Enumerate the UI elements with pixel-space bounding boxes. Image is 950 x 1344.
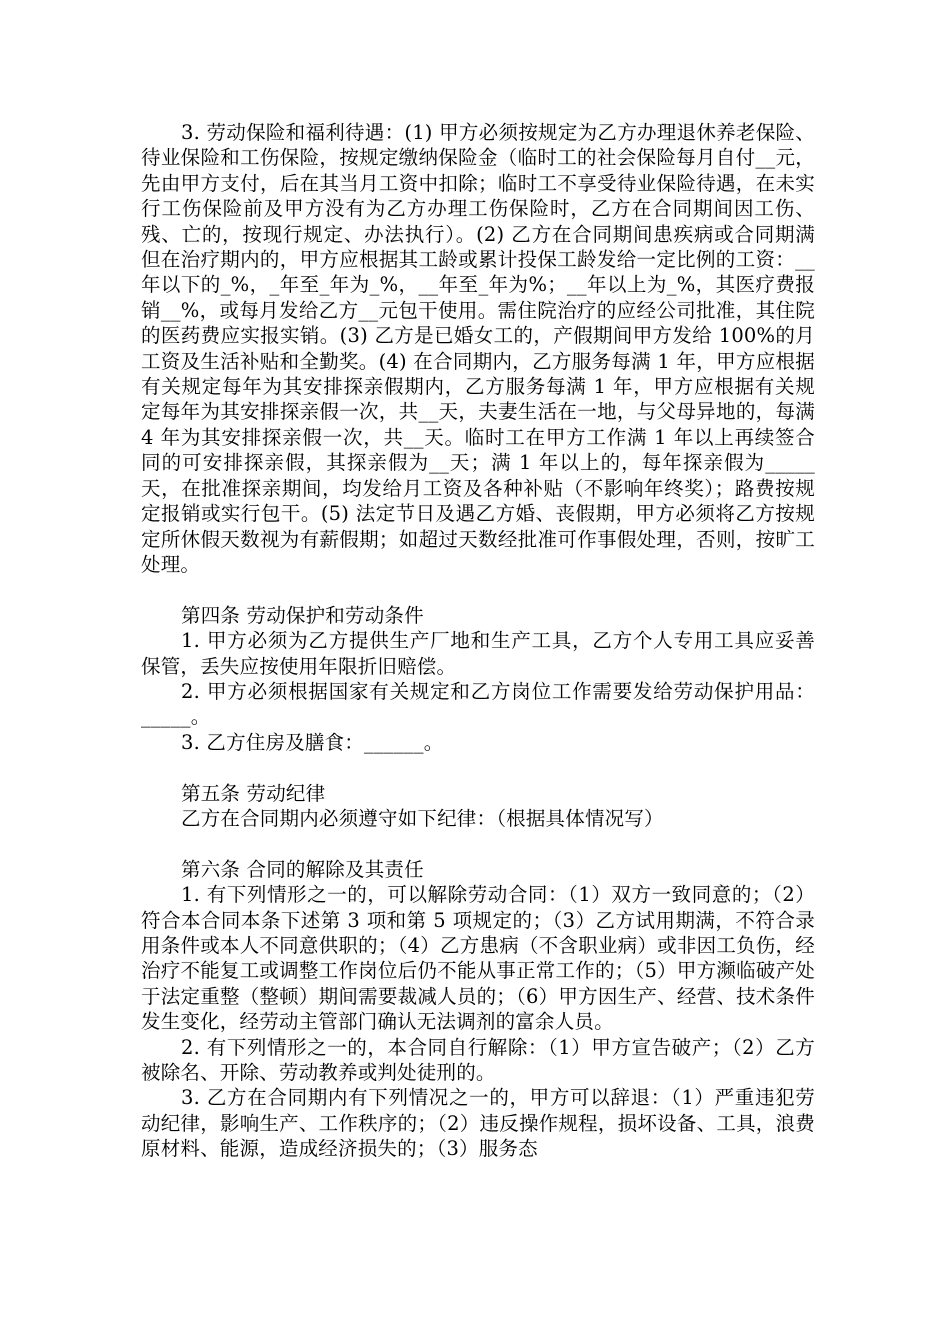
article-6-heading: 第六条 合同的解除及其责任 xyxy=(181,857,424,881)
article-4-item-2: 2. 甲方必须根据国家有关规定和乙方岗位工作需要发给劳动保护用品：_____。 xyxy=(141,679,815,729)
article-4-item-3: 3. 乙方住房及膳食：______。 xyxy=(181,730,444,754)
spacer xyxy=(141,755,815,780)
article-6-item-2: 2. 有下列情形之一的，本合同自行解除：（1）甲方宣告破产；（2）乙方被除名、开除、劳动教养或判处徒刑的。 xyxy=(141,1035,815,1084)
spacer xyxy=(141,577,815,602)
article-6-item-1: 1. 有下列情形之一的，可以解除劳动合同：（1）双方一致同意的；（2）符合本合同本条下述第 3 项和第 5 项规定的；（3）乙方试用期满，不符合录用条件或本人不同意供职的；（4）乙方患病（不含职业病）或非因工负伤，经治疗不能复工或调整工作岗位后仍不能从事正常工作的；（5）甲方濒临破产处于法定重整（整顿）期间需要裁减人员的；（6）甲方因生产、经营、技术条件发生变化，经劳动主管部门确认无法调剂的富余人员。 xyxy=(141,883,815,1034)
article-4-item-1: 1. 甲方必须为乙方提供生产厂地和生产工具，乙方个人专用工具应妥善保管，丢失应按使用年限折旧赔偿。 xyxy=(141,629,815,678)
article-5-heading: 第五条 劳动纪律 xyxy=(181,781,326,805)
spacer xyxy=(141,831,815,856)
article-5-item-1: 乙方在合同期内必须遵守如下纪律：（根据具体情况写） xyxy=(181,806,664,830)
paragraph-insurance-welfare: 3. 劳动保险和福利待遇：(1) 甲方必须按规定为乙方办理退休养老保险、待业保险和工伤保险，按规定缴纳保险金（临时工的社会保险每月自付__元，先由甲方支付，后在其当月工资中扣除；临时工不享受待业保险待遇，在未实行工伤保险前及甲方没有为乙方办理工伤保险时，乙方在合同期间因工伤、残、亡的，按现行规定、办法执行）。(2) 乙方在合同期间患疾病或合同期满但在治疗期内的，甲方应根据其工龄或累计投保工龄发给一定比例的工资：__年以下的_%，_年至_年为_%，__年至_年为%；__年以上为_%，其医疗费报销__%，或每月发给乙方__元包干使用。需住院治疗的应经公司批准，其住院的医药费应实报实销。(3) 乙方是已婚女工的，产假期间甲方发给 100%的月工资及生活补贴和全勤奖。(4) 在合同期内，乙方服务每满 1 年，甲方应根据有关规定每年为其安排探亲假期内，乙方服务每满 1 年，甲方应根据有关规定每年为其安排探亲假一次，共__天，夫妻生活在一地，与父母异地的，每满 4 年为其安排探亲假一次，共__天。临时工在甲方工作满 1 年以上再续签合同的可安排探亲假，其探亲假为__天；满 1 年以上的，每年探亲假为_____天，在批准探亲期间，均发给月工资及各种补贴（不影响年终奖）；路费按规定报销或实行包干。(5) 法定节日及遇乙方婚、丧假期，甲方必须将乙方按规定所休假天数视为有薪假期；如超过天数经批准可作事假处理，否则，按旷工处理。 xyxy=(141,121,815,576)
article-6-item-3: 3. 乙方在合同期内有下列情况之一的，甲方可以辞退：（1）严重违犯劳动纪律，影响生产、工作秩序的；（2）违反操作规程，损坏设备、工具，浪费原材料、能源，造成经济损失的；（3）服务态 xyxy=(141,1086,815,1161)
article-4-heading: 第四条 劳动保护和劳动条件 xyxy=(181,603,424,627)
